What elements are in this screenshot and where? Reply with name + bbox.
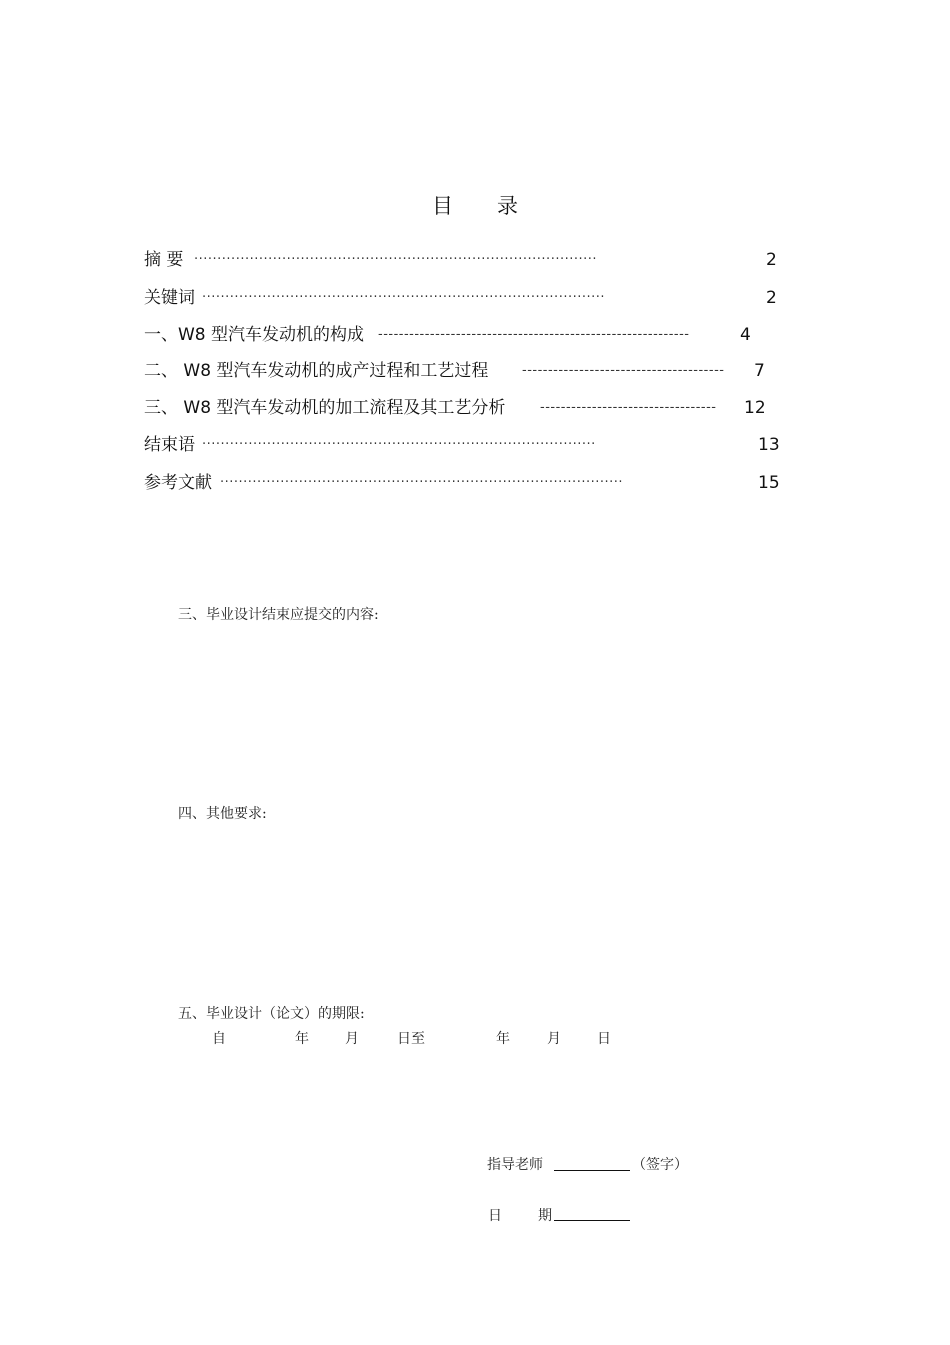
toc-entry-page: 2 bbox=[766, 250, 777, 270]
period-from: 自 bbox=[212, 1031, 226, 1047]
toc-entry-leader: --------------------------------------- bbox=[522, 363, 725, 378]
toc-entry-leader: ······················································································· bbox=[220, 475, 624, 490]
section-other-requirements: 四、其他要求: bbox=[178, 806, 267, 822]
toc-entry-label: 一、W8 型汽车发动机的构成 bbox=[144, 325, 365, 345]
toc-entry-page: 15 bbox=[758, 473, 780, 493]
toc-entry-leader: ------------------------------------------------------------ bbox=[378, 327, 690, 342]
toc-entry-label: 二、 W8 型汽车发动机的成产过程和工艺过程 bbox=[144, 361, 489, 381]
period-day-2: 日 bbox=[597, 1031, 611, 1047]
toc-entry-conclusion[interactable] bbox=[144, 433, 784, 457]
toc-entry-chapter-1[interactable] bbox=[144, 323, 784, 347]
toc-entry-leader: ······················································································· bbox=[194, 252, 598, 267]
period-day-to: 日至 bbox=[397, 1031, 425, 1047]
toc-entry-keywords[interactable] bbox=[144, 286, 784, 310]
toc-entry-references[interactable] bbox=[144, 471, 784, 495]
sign-note: （签字） bbox=[632, 1157, 688, 1173]
section-submit-contents: 三、毕业设计结束应提交的内容: bbox=[178, 607, 379, 623]
toc-entry-chapter-2[interactable] bbox=[144, 359, 784, 383]
toc-entry-label: 三、 W8 型汽车发动机的加工流程及其工艺分析 bbox=[144, 398, 506, 418]
period-year-1: 年 bbox=[295, 1031, 309, 1047]
toc-entry-chapter-3[interactable] bbox=[144, 396, 784, 420]
toc-entry-leader: ····················································································· bbox=[202, 437, 596, 452]
period-year-2: 年 bbox=[496, 1031, 510, 1047]
toc-entry-abstract[interactable] bbox=[144, 248, 784, 272]
toc-entry-label: 摘 要 bbox=[144, 250, 184, 270]
toc-entry-label: 关键词 bbox=[144, 288, 195, 308]
date-label-first: 日 bbox=[488, 1208, 502, 1224]
advisor-signature-field[interactable] bbox=[554, 1170, 630, 1171]
toc-entry-label: 结束语 bbox=[144, 435, 195, 455]
period-month-2: 月 bbox=[547, 1031, 561, 1047]
toc-entry-page: 7 bbox=[754, 361, 765, 381]
date-field[interactable] bbox=[554, 1220, 630, 1221]
period-month-1: 月 bbox=[345, 1031, 359, 1047]
toc-entry-page: 13 bbox=[758, 435, 780, 455]
toc-entry-page: 4 bbox=[740, 325, 751, 345]
toc-entry-leader: ---------------------------------- bbox=[540, 400, 717, 415]
section-period: 五、毕业设计（论文）的期限: bbox=[178, 1006, 365, 1022]
toc-entry-leader: ······················································································· bbox=[202, 290, 606, 305]
toc-entry-page: 2 bbox=[766, 288, 777, 308]
advisor-label: 指导老师 bbox=[487, 1157, 543, 1173]
toc-title: 目录 bbox=[432, 194, 562, 218]
toc-entry-label: 参考文献 bbox=[144, 473, 212, 493]
toc-entry-page: 12 bbox=[744, 398, 766, 418]
date-label-second: 期 bbox=[538, 1208, 552, 1224]
